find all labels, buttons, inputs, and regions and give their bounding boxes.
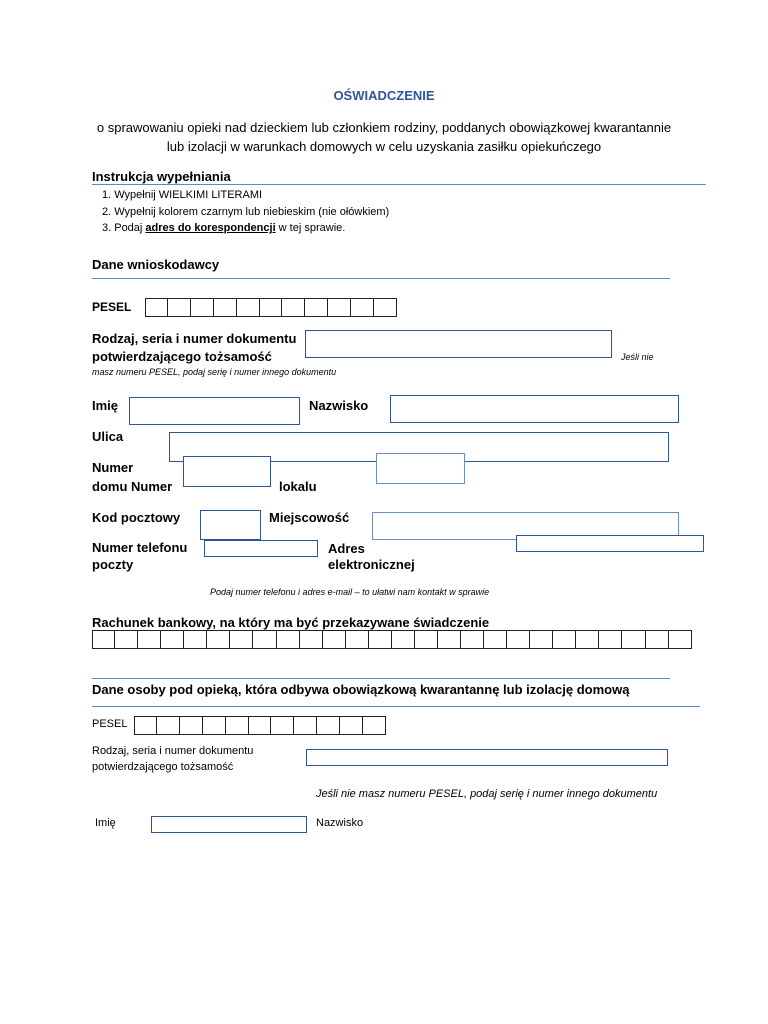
digit-cell[interactable]: [282, 298, 305, 317]
applicant-flat-number-input[interactable]: [376, 453, 465, 484]
digit-cell[interactable]: [300, 630, 323, 649]
digit-cell[interactable]: [134, 716, 157, 735]
digit-cell[interactable]: [340, 716, 363, 735]
digit-cell[interactable]: [530, 630, 553, 649]
instructions-heading: Instrukcja wypełniania: [92, 169, 231, 184]
instruction-item-1: 1. Wypełnij WIELKIMI LITERAMI: [102, 189, 263, 201]
digit-cell[interactable]: [115, 630, 138, 649]
digit-cell[interactable]: [168, 298, 191, 317]
dependent-doc-label-2: potwierdzającego tożsamość: [92, 761, 234, 773]
applicant-phone-label-2: poczty: [92, 557, 134, 572]
applicant-phone-input[interactable]: [204, 540, 318, 557]
form-title: OŚWIADCZENIE: [333, 88, 435, 103]
digit-cell[interactable]: [392, 630, 415, 649]
applicant-rule: [92, 278, 670, 279]
digit-cell[interactable]: [191, 298, 214, 317]
digit-cell[interactable]: [374, 298, 397, 317]
form-subtitle-line2: lub izolacji w warunkach domowych w celu uzyskania zasiłku opiekuńczego: [166, 139, 602, 154]
digit-cell[interactable]: [203, 716, 226, 735]
digit-cell[interactable]: [145, 298, 168, 317]
digit-cell[interactable]: [369, 630, 392, 649]
digit-cell[interactable]: [305, 298, 328, 317]
applicant-last-name-input[interactable]: [390, 395, 679, 423]
form-subtitle-line1: o sprawowaniu opieki nad dzieckiem lub członkiem rodziny, poddanych obowiązkowej kwarantannie: [96, 120, 672, 135]
applicant-email-label-2: elektronicznej: [328, 557, 415, 572]
applicant-pesel-label: PESEL: [92, 300, 132, 314]
applicant-first-name-input[interactable]: [129, 397, 300, 425]
digit-cell[interactable]: [438, 630, 461, 649]
digit-cell[interactable]: [253, 630, 276, 649]
applicant-postcode-label: Kod pocztowy: [92, 510, 181, 525]
applicant-postcode-input[interactable]: [200, 510, 261, 540]
digit-cell[interactable]: [346, 630, 369, 649]
digit-cell[interactable]: [317, 716, 340, 735]
applicant-pesel-grid[interactable]: [145, 298, 397, 317]
applicant-doc-note-a: Jeśli nie: [621, 352, 654, 362]
instruction-item-3: 3. Podaj adres do korespondencji w tej sprawie.: [102, 222, 346, 234]
digit-cell[interactable]: [646, 630, 669, 649]
bank-account-label: Rachunek bankowy, na który ma być przekazywane świadczenie: [92, 615, 490, 630]
dependent-doc-input[interactable]: [306, 749, 668, 766]
digit-cell[interactable]: [351, 298, 374, 317]
digit-cell[interactable]: [507, 630, 530, 649]
dependent-doc-note: Jeśli nie masz numeru PESEL, podaj serię i numer innego dokumentu: [316, 788, 658, 800]
applicant-house-number-input[interactable]: [183, 456, 271, 487]
digit-cell[interactable]: [271, 716, 294, 735]
dependent-heading: Dane osoby pod opieką, która odbywa obowiązkową kwarantannę lub izolację domową: [92, 682, 630, 697]
digit-cell[interactable]: [576, 630, 599, 649]
applicant-street-label: Ulica: [92, 429, 124, 444]
applicant-last-name-label: Nazwisko: [309, 398, 369, 413]
applicant-heading: Dane wnioskodawcy: [92, 257, 220, 272]
digit-cell[interactable]: [161, 630, 184, 649]
digit-cell[interactable]: [553, 630, 576, 649]
dependent-last-name-label: Nazwisko: [316, 817, 364, 829]
digit-cell[interactable]: [214, 298, 237, 317]
dependent-doc-label-1: Rodzaj, seria i numer dokumentu: [92, 745, 254, 757]
digit-cell[interactable]: [294, 716, 317, 735]
applicant-doc-note-b: masz numeru PESEL, podaj serię i numer innego dokumentu: [92, 367, 337, 377]
applicant-first-name-label: Imię: [92, 398, 119, 413]
digit-cell[interactable]: [622, 630, 645, 649]
digit-cell[interactable]: [599, 630, 622, 649]
digit-cell[interactable]: [138, 630, 161, 649]
digit-cell[interactable]: [363, 716, 386, 735]
digit-cell[interactable]: [230, 630, 253, 649]
digit-cell[interactable]: [184, 630, 207, 649]
digit-cell[interactable]: [180, 716, 203, 735]
instruction-item-2: 2. Wypełnij kolorem czarnym lub niebieskim (nie ołówkiem): [102, 206, 390, 218]
instructions-rule: [92, 184, 706, 185]
digit-cell[interactable]: [92, 630, 115, 649]
digit-cell[interactable]: [328, 298, 351, 317]
digit-cell[interactable]: [669, 630, 692, 649]
digit-cell[interactable]: [226, 716, 249, 735]
applicant-doc-label-1: Rodzaj, seria i numer dokumentu: [92, 331, 297, 346]
dependent-rule: [92, 706, 700, 707]
digit-cell[interactable]: [237, 298, 260, 317]
dependent-pesel-grid[interactable]: [134, 716, 386, 735]
applicant-contact-note: Podaj numer telefonu i adres e-mail – to ułatwi nam kontakt w sprawie: [210, 587, 490, 597]
digit-cell[interactable]: [207, 630, 230, 649]
dependent-top-rule: [92, 678, 670, 679]
digit-cell[interactable]: [484, 630, 507, 649]
digit-cell[interactable]: [461, 630, 484, 649]
applicant-city-label: Miejscowość: [269, 510, 350, 525]
applicant-email-label-1: Adres: [328, 541, 365, 556]
applicant-email-input[interactable]: [516, 535, 704, 552]
applicant-house-label-1: Numer: [92, 460, 134, 475]
bank-account-grid[interactable]: [92, 630, 692, 649]
dependent-first-name-label: Imię: [95, 817, 116, 829]
applicant-doc-input[interactable]: [305, 330, 612, 358]
applicant-doc-label-2: potwierdzającego tożsamość: [92, 349, 272, 364]
dependent-pesel-label: PESEL: [92, 718, 128, 730]
digit-cell[interactable]: [323, 630, 346, 649]
digit-cell[interactable]: [415, 630, 438, 649]
digit-cell[interactable]: [157, 716, 180, 735]
dependent-first-name-input[interactable]: [151, 816, 307, 833]
applicant-house-label-2: domu Numer: [92, 479, 173, 494]
digit-cell[interactable]: [249, 716, 272, 735]
instruction-emphasis: adres do korespondencji: [145, 222, 276, 234]
digit-cell[interactable]: [277, 630, 300, 649]
digit-cell[interactable]: [260, 298, 283, 317]
applicant-phone-label-1: Numer telefonu: [92, 540, 188, 555]
applicant-flat-label: lokalu: [279, 479, 317, 494]
